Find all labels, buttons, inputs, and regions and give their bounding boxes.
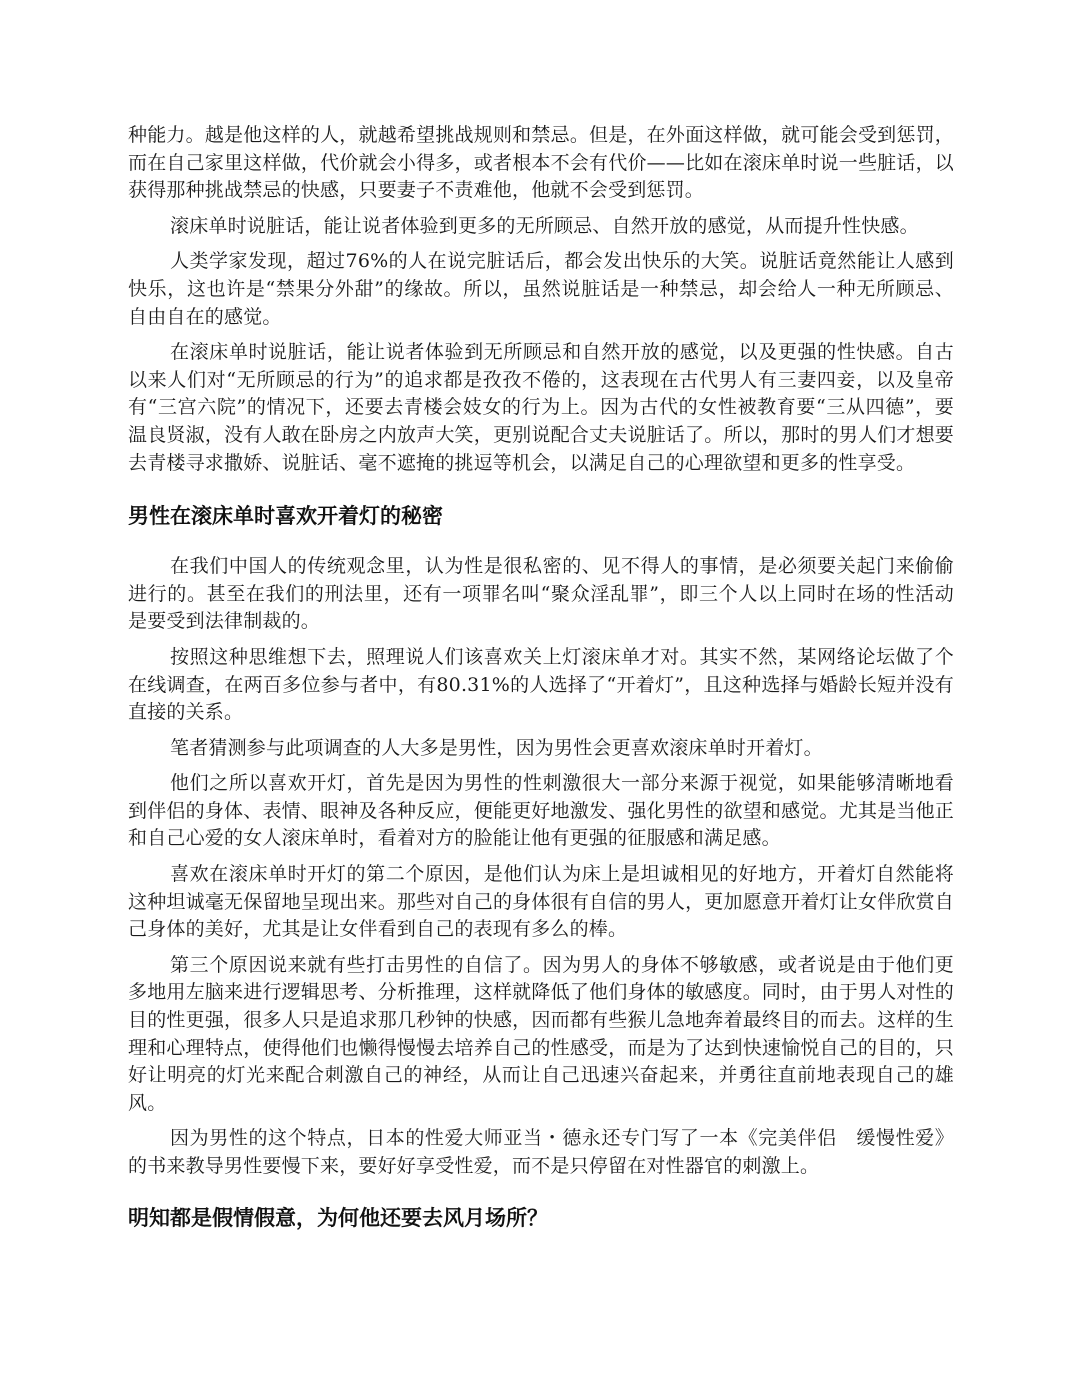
paragraph: 人类学家发现，超过76%的人在说完脏话后，都会发出快乐的大笑。说脏话竟然能让人感到快乐，这也许是“禁果分外甜”的缘故。所以，虽然说脏话是一种禁忌，却会给人一种无所顾忌、自由自在的感觉。: [128, 250, 954, 328]
paragraph: 按照这种思维想下去，照理说人们该喜欢关上灯滚床单才对。其实不然，某网络论坛做了个在线调查，在两百多位参与者中，有80.31%的人选择了“开着灯”，且这种选择与婚龄长短并没有直接的关系。: [128, 645, 954, 724]
paragraph: 在滚床单时说脏话，能让说者体验到无所顾忌和自然开放的感觉，以及更强的性快感。自古以来人们对“无所顾忌的行为”的追求都是孜孜不倦的，这表现在古代男人有三妻四妾，以及皇帝有“三宫六院”的情况下，还要去青楼会妓女的行为上。因为古代的女性被教育要“三从四德”，要温良贤淑，没有人敢在卧房之内放声大笑，更别说配合丈夫说脏话了。所以，那时的男人们才想要去青楼寻求撒娇、说脏话、毫不遮掩的挑逗等机会，以满足自己的心理欲望和更多的性享受。: [128, 341, 954, 474]
paragraph-continued: 种能力。越是他这样的人，就越希望挑战规则和禁忌。但是，在外面这样做，就可能会受到惩罚，而在自己家里这样做，代价就会小得多，或者根本不会有代价——比如在滚床单时说一些脏话，以获得那种挑战禁忌的快感，只要妻子不责难他，他就不会受到惩罚。: [128, 124, 954, 202]
paragraph: 第三个原因说来就有些打击男性的自信了。因为男人的身体不够敏感，或者说是由于他们更多地用左脑来进行逻辑思考、分析推理，这样就降低了他们身体的敏感度。同时，由于男人对性的目的性更强，很多人只是追求那几秒钟的快感，因而都有些猴儿急地奔着最终目的而去。这样的生理和心理特点，使得他们也懒得慢慢去培养自己的性感受，而是为了达到快速愉悦自己的目的，只好让明亮的灯光来配合刺激自己的神经，从而让自己迅速兴奋起来，并勇往直前地表现自己的雄风。: [128, 953, 954, 1114]
section-heading-lights: 男性在滚床单时喜欢开着灯的秘密: [128, 504, 443, 529]
paragraph: 笔者猜测参与此项调查的人大多是男性，因为男性会更喜欢滚床单时开着灯。: [170, 736, 823, 759]
paragraph: 他们之所以喜欢开灯，首先是因为男性的性刺激很大一部分来源于视觉，如果能够清晰地看到伴侣的身体、表情、眼神及各种反应，便能更好地激发、强化男性的欲望和感觉。尤其是当他正和自己心爱的女人滚床单时，看着对方的脸能让他有更强的征服感和满足感。: [128, 772, 954, 850]
paragraph: 喜欢在滚床单时开灯的第二个原因，是他们认为床上是坦诚相见的好地方，开着灯自然能将这种坦诚毫无保留地呈现出来。那些对自己的身体很有自信的男人，更加愿意开着灯让女伴欣赏自己身体的美好，尤其是让女伴看到自己的表现有多么的棒。: [128, 863, 954, 941]
paragraph: 在我们中国人的传统观念里，认为性是很私密的、见不得人的事情，是必须要关起门来偷偷进行的。甚至在我们的刑法里，还有一项罪名叫“聚众淫乱罪”，即三个人以上同时在场的性活动是要受到法律制裁的。: [128, 555, 954, 633]
section-heading-brothel: 明知都是假情假意，为何他还要去风月场所？: [128, 1205, 548, 1230]
paragraph: 滚床单时说脏话，能让说者体验到更多的无所顾忌、自然开放的感觉，从而提升性快感。: [170, 214, 919, 237]
document-page: [128, 122, 954, 1233]
paragraph: 因为男性的这个特点，日本的性爱大师亚当・德永还专门写了一本《完美伴侣 缓慢性爱》的书来教导男性要慢下来，要好好享受性爱，而不是只停留在对性器官的刺激上。: [128, 1127, 954, 1177]
